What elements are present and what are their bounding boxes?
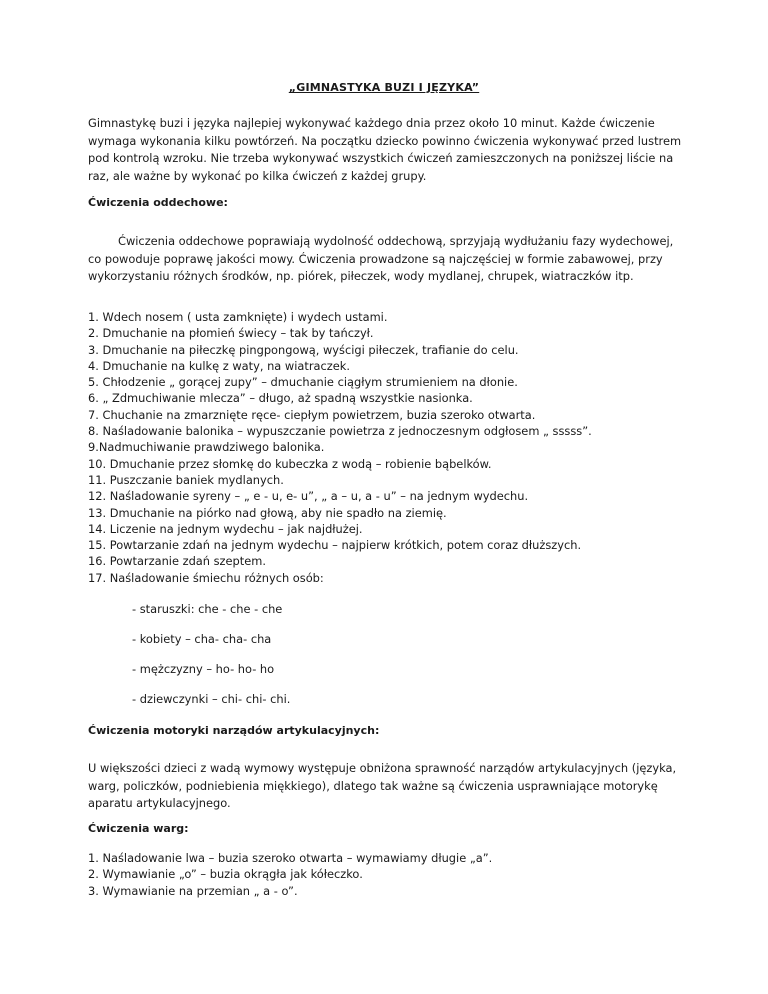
list-item: 9.Nadmuchiwanie prawdziwego balonika. bbox=[88, 440, 325, 455]
list-item: 16. Powtarzanie zdań szeptem. bbox=[88, 554, 266, 569]
list-item: 13. Dmuchanie na piórko nad głową, aby nie spadło na ziemię. bbox=[88, 505, 447, 520]
lips-heading: Ćwiczenia warg: bbox=[88, 822, 189, 835]
list-item: 7. Chuchanie na zmarznięte ręce- ciepłym powietrzem, buzia szeroko otwarta. bbox=[88, 407, 536, 422]
document-title: „GIMNASTYKA BUZI I JĘZYKA” bbox=[288, 81, 480, 94]
list-item: 17. Naśladowanie śmiechu różnych osób: bbox=[88, 570, 324, 585]
laugh-item-man: - mężczyzny – ho- ho- ho bbox=[132, 662, 275, 676]
list-item: 8. Naśladowanie balonika – wypuszczanie powietrza z jednoczesnym odgłosem „ sssss”. bbox=[88, 424, 592, 439]
lips-exercise-list bbox=[88, 850, 708, 899]
list-item: 14. Liczenie na jednym wydechu – jak najdłużej. bbox=[88, 521, 363, 536]
list-item: 11. Puszczanie baniek mydlanych. bbox=[88, 472, 284, 487]
list-item: 2. Dmuchanie na płomień świecy – tak by tańczył. bbox=[88, 326, 374, 341]
breathing-description: Ćwiczenia oddechowe poprawiają wydolność oddechową, sprzyjają wydłużaniu fazy wydechowej, co powoduje poprawę jakości mowy. Ćwiczenia prowadzone są najczęściej w formie zabawowej, przy wykorzystaniu różnych środków, np. piórek, piłeczek, wody mydlanej, chrupek, wiatraczków itp. bbox=[88, 234, 674, 283]
motor-description: U większości dzieci z wadą wymowy występuje obniżona sprawność narządów artykulacyjnych (języka, warg, policzków, podniebienia miękkiego), dlatego tak ważne są ćwiczenia usprawniające motorykę aparatu artykulacyjnego. bbox=[88, 761, 677, 810]
breathing-heading: Ćwiczenia oddechowe: bbox=[88, 196, 228, 209]
laugh-item-woman: - kobiety – cha- cha- cha bbox=[132, 632, 272, 646]
motor-heading: Ćwiczenia motoryki narządów artykulacyjnych: bbox=[88, 724, 380, 737]
list-item: 5. Chłodzenie „ gorącej zupy” – dmuchanie ciągłym strumieniem na dłonie. bbox=[88, 375, 518, 390]
list-item: 15. Powtarzanie zdań na jednym wydechu – najpierw krótkich, potem coraz dłuższych. bbox=[88, 538, 582, 553]
list-item: 10. Dmuchanie przez słomkę do kubeczka z wodą – robienie bąbelków. bbox=[88, 456, 492, 471]
list-item: 3. Dmuchanie na piłeczkę pingpongową, wyścigi piłeczek, trafianie do celu. bbox=[88, 342, 519, 357]
intro-paragraph: Gimnastykę buzi i języka najlepiej wykonywać każdego dnia przez około 10 minut. Każde ćwiczenie wymaga wykonania kilku powtórzeń. Na początku dziecko powinno ćwiczenia wykonywać przed lustrem pod kontrolą wzroku. Nie trzeba wykonywać wszystkich ćwiczeń zamieszczonych na poniższej liście na raz, ale ważne by wykonać po kilka ćwiczeń z każdej grupy. bbox=[88, 116, 682, 183]
list-item: 4. Dmuchanie na kulkę z waty, na wiatraczek. bbox=[88, 358, 350, 373]
list-item: 12. Naśladowanie syreny – „ e - u, e- u”, „ a – u, a - u” – na jednym wydechu. bbox=[88, 489, 529, 504]
list-item: 6. „ Zdmuchiwanie mlecza” – długo, aż spadną wszystkie nasionka. bbox=[88, 391, 473, 406]
list-item: 1. Wdech nosem ( usta zamknięte) i wydech ustami. bbox=[88, 310, 388, 324]
list-item: 1. Naśladowanie lwa – buzia szeroko otwarta – wymawiamy długie „a”. bbox=[88, 851, 493, 865]
list-item: 2. Wymawianie „o” – buzia okrągła jak kółeczko. bbox=[88, 867, 363, 882]
list-item: 3. Wymawianie na przemian „ a - o”. bbox=[88, 883, 298, 898]
laugh-item-girl: - dziewczynki – chi- chi- chi. bbox=[132, 692, 291, 706]
laugh-item-old-lady: - staruszki: che - che - che bbox=[132, 602, 283, 616]
breathing-exercise-list bbox=[88, 309, 708, 586]
